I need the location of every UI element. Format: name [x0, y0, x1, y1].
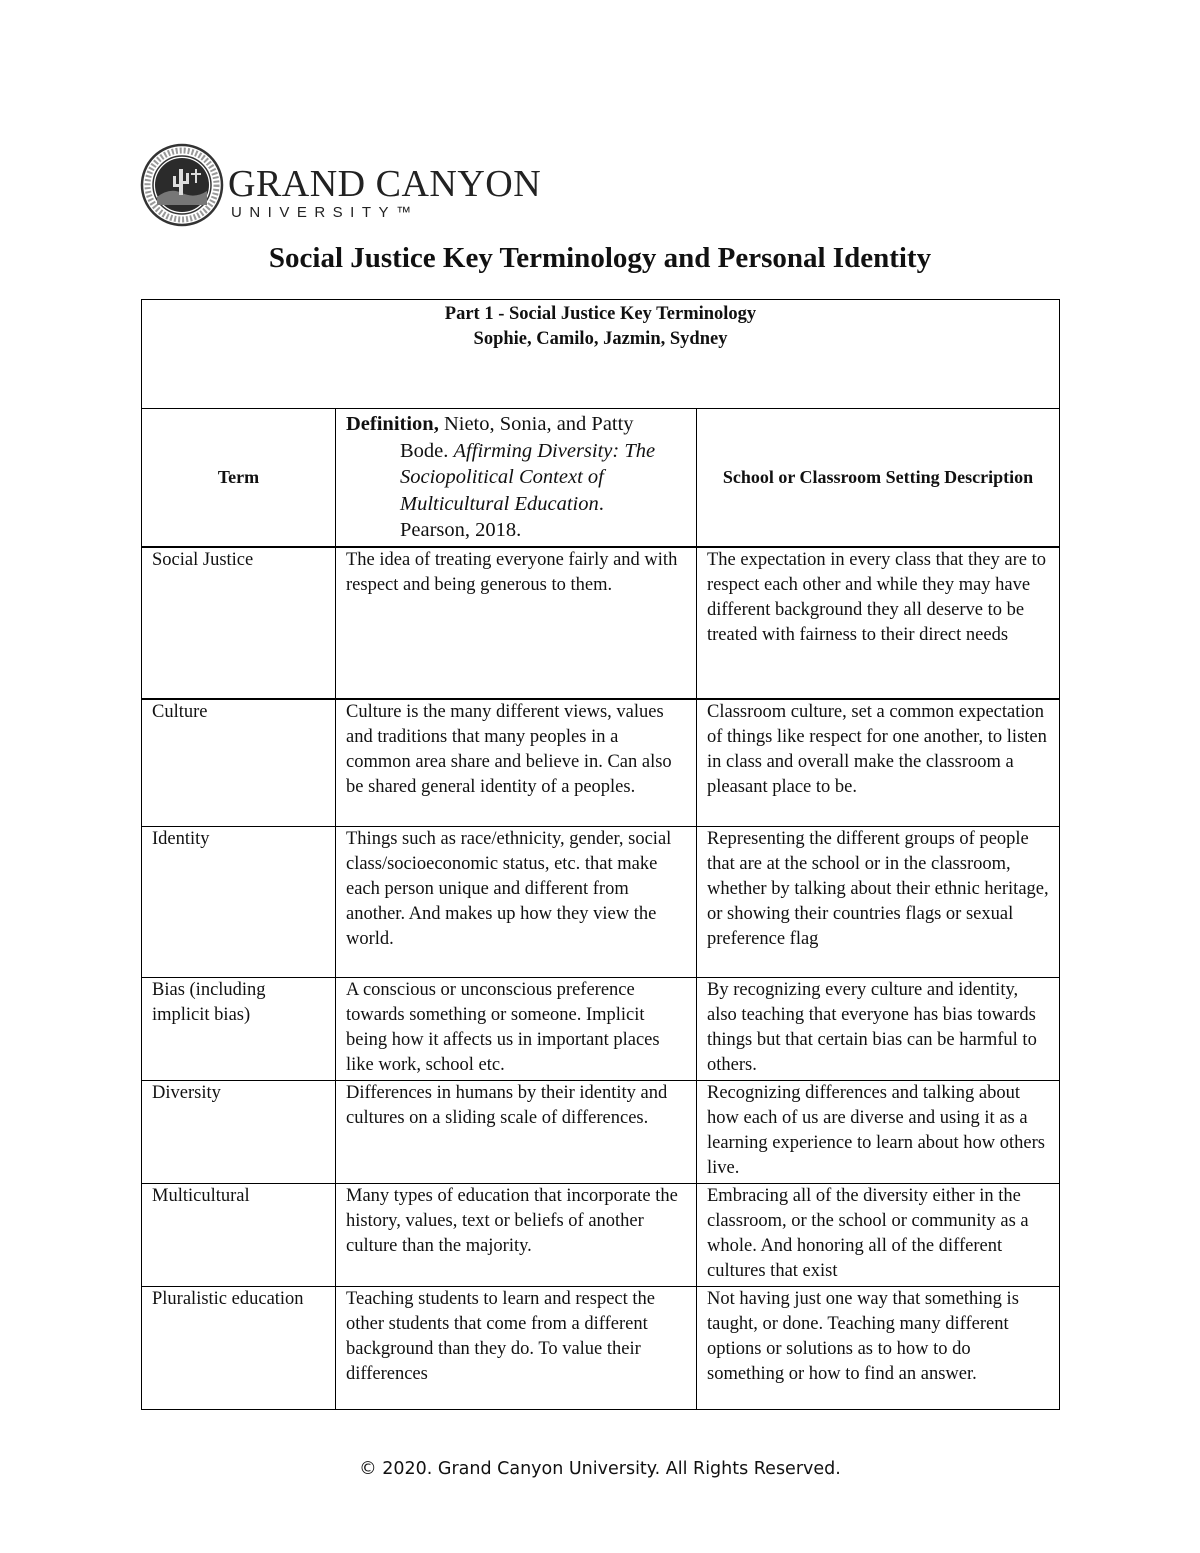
term-cell: Bias (including implicit bias): [142, 977, 336, 1080]
header-definition-publisher: Pearson, 2018.: [400, 519, 522, 541]
school-setting-cell: By recognizing every culture and identity, also teaching that everyone has bias towards things but that certain bias can be harmful to others.: [697, 977, 1060, 1080]
definition-cell: A conscious or unconscious preference towards something or someone. Implicit being how it affects us in important places like work, school etc.: [336, 977, 697, 1080]
group-authors: Sophie, Camilo, Jazmin, Sydney: [473, 329, 728, 349]
definition-cell: Teaching students to learn and respect the other students that come from a different background than they do. To value their differences: [336, 1286, 697, 1409]
table-row: [142, 977, 1060, 1080]
school-setting-cell: Classroom culture, set a common expectation of things like respect for one another, to listen in class and overall make the classroom a pleasant place to be.: [697, 699, 1060, 827]
part-header-cell: [142, 300, 1060, 409]
university-seal-icon: [140, 143, 224, 227]
definition-cell: Culture is the many different views, values and traditions that many peoples in a common area share and believe in. Can also be shared general identity of a peoples.: [336, 699, 697, 827]
term-cell: Culture: [142, 699, 336, 827]
table-row: [142, 699, 1060, 827]
document-title: Social Justice Key Terminology and Personal Identity: [268, 242, 932, 274]
definition-cell: Things such as race/ethnicity, gender, social class/socioeconomic status, etc. that make each person unique and different from another. And makes up how they view the world.: [336, 826, 697, 977]
school-setting-cell: Recognizing differences and talking about how each of us are diverse and using it as a learning experience to learn about how others live.: [697, 1080, 1060, 1183]
terminology-table: [141, 299, 1060, 1410]
table-row: [142, 1183, 1060, 1286]
header-school-setting: School or Classroom Setting Description: [697, 409, 1060, 547]
school-setting-cell: Embracing all of the diversity either in the classroom, or the school or community as a whole. And honoring all of the different cultures that exist: [697, 1183, 1060, 1286]
wordmark-line1: GRAND CANYON: [228, 163, 542, 205]
part-title: Part 1 - Social Justice Key Terminology: [444, 304, 757, 324]
school-setting-cell: Representing the different groups of people that are at the school or in the classroom, whether by talking about their ethnic heritage, or showing their countries flags or sexual preference flag: [697, 826, 1060, 977]
school-setting-cell: Not having just one way that something is taught, or done. Teaching many different options or solutions as to how to do something or how to find an answer.: [697, 1286, 1060, 1409]
header-term: Term: [142, 409, 336, 547]
part-header-row: [142, 300, 1060, 409]
copyright-footer: © 2020. Grand Canyon University. All Rights Reserved.: [359, 1459, 841, 1479]
term-cell: Social Justice: [142, 547, 336, 699]
term-cell: Identity: [142, 826, 336, 977]
table-row: [142, 826, 1060, 977]
term-cell: Diversity: [142, 1080, 336, 1183]
header-definition-authors-cont: Bode.: [400, 439, 454, 462]
university-logo: [140, 143, 542, 227]
school-setting-cell: The expectation in every class that they are to respect each other and while they may have different background they all deserve to be treated with fairness to their direct needs: [697, 547, 1060, 699]
header-definition: [336, 409, 697, 547]
term-cell: Pluralistic education: [142, 1286, 336, 1409]
definition-cell: Many types of education that incorporate the history, values, text or beliefs of another culture than the majority.: [336, 1183, 697, 1286]
header-definition-authors: Nieto, Sonia, and Patty: [438, 413, 634, 435]
definition-cell: Differences in humans by their identity and cultures on a sliding scale of differences.: [336, 1080, 697, 1183]
table-row: [142, 547, 1060, 699]
table-row: [142, 1286, 1060, 1409]
header-definition-period: .: [598, 492, 604, 515]
table-row: [142, 1080, 1060, 1183]
university-wordmark: [228, 165, 541, 223]
term-cell: Multicultural: [142, 1183, 336, 1286]
wordmark-line2: UNIVERSITY™: [231, 204, 419, 221]
header-definition-book: Affirming Diversity: The Sociopolitical Context of Multicultural Education: [400, 439, 656, 515]
header-definition-label: Definition,: [346, 413, 439, 435]
definition-cell: The idea of treating everyone fairly and with respect and being generous to them.: [336, 547, 697, 699]
column-header-row: [142, 409, 1060, 547]
